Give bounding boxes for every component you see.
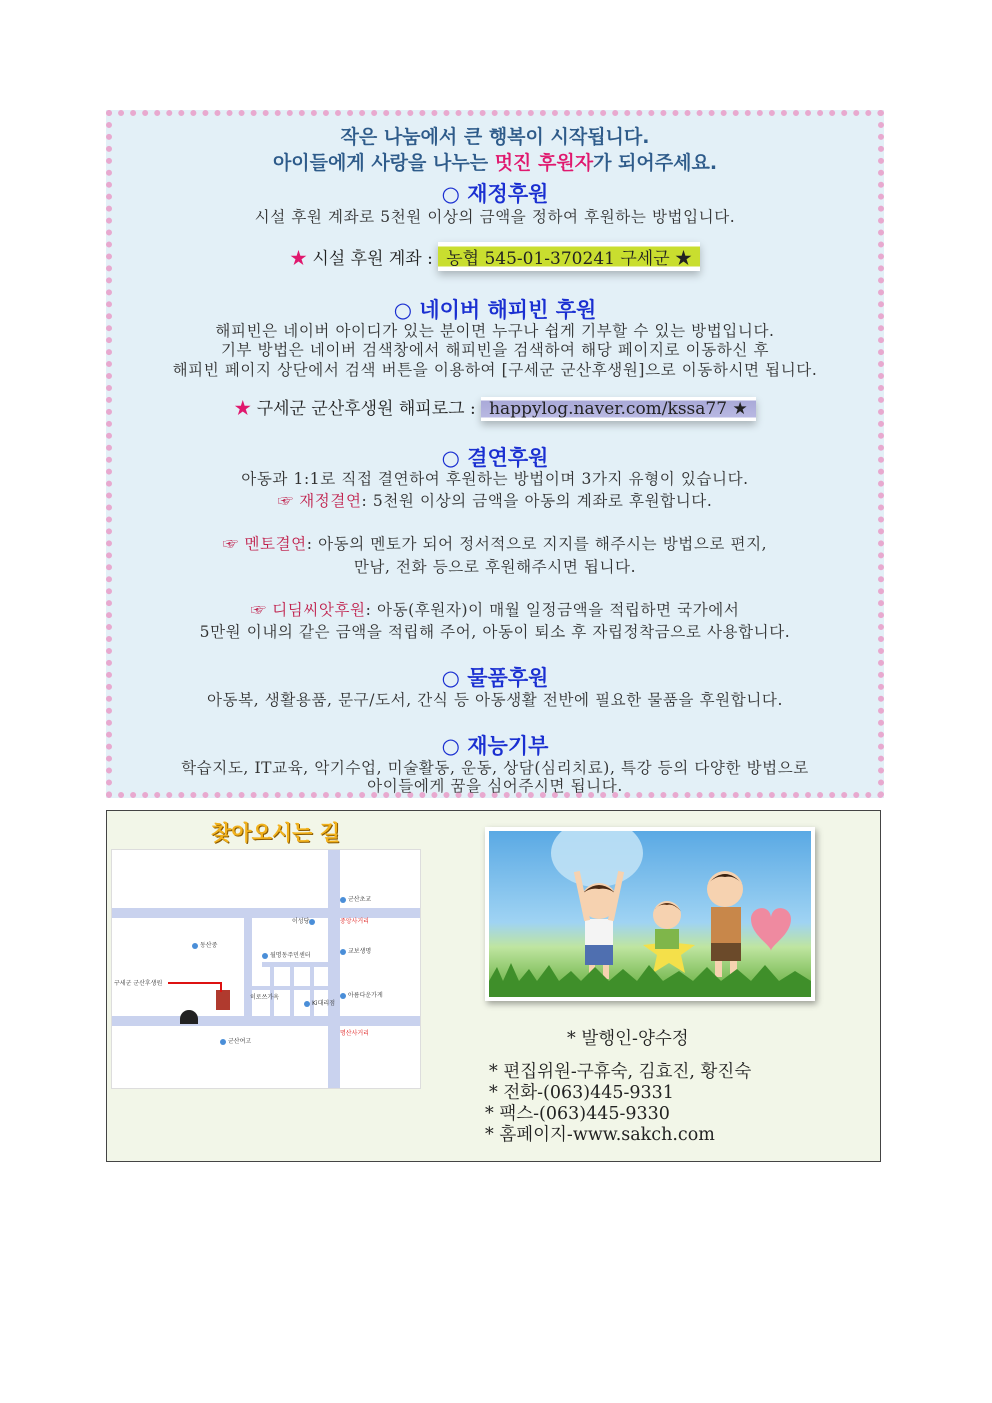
happylog-url[interactable]: [481, 397, 756, 421]
heading-happybean: ○ 네이버 해피빈 후원: [393, 298, 597, 322]
pointing-finger-icon: ☞: [250, 601, 267, 619]
happylog-label: 구세군 군산후생원 해피로그 :: [256, 399, 482, 419]
star-icon: ★: [234, 399, 252, 419]
type-2-name: 멘토결연: [244, 535, 307, 553]
heading-talent: ○ 재능기부: [441, 734, 549, 758]
sisterhood-type-2-cont: 만남, 전화 등으로 후원해주시면 됩니다.: [353, 558, 637, 576]
sisterhood-type-1: [112, 489, 878, 511]
star-icon: ★: [732, 399, 748, 419]
map-label: 동산중: [192, 940, 217, 949]
map-label: 교보생명: [340, 946, 371, 955]
map-label: 아름다운가게: [340, 990, 383, 999]
happylog-url-text[interactable]: happylog.naver.com/kssa77: [489, 399, 728, 419]
pointing-finger-icon: ☞: [222, 535, 239, 553]
sponsorship-panel: [106, 110, 884, 798]
map-label: 월명동주민센터: [262, 950, 311, 959]
credit-homepage[interactable]: * 홈페이지-www.sakch.com: [485, 1125, 715, 1145]
children-illustration: [489, 831, 811, 997]
map-label: 명산사거리: [340, 1030, 369, 1037]
heading-sisterhood: ○ 결연후원: [441, 446, 549, 470]
financial-desc: 시설 후원 계좌로 5천원 이상의 금액을 정하여 후원하는 방법입니다.: [254, 208, 736, 226]
star-icon: ★: [289, 249, 307, 269]
heading-financial: ○ 재정후원: [441, 182, 549, 206]
credit-phone: * 전화-(063)445-9331: [489, 1083, 674, 1103]
intro-line-2: [112, 148, 878, 175]
map-label: 중앙사거리: [340, 918, 369, 925]
map-label: Ki대리점: [304, 998, 335, 1007]
pointing-finger-icon: ☞: [277, 492, 294, 510]
happybean-desc-3: 해피빈 페이지 상단에서 검색 버튼을 이용하여 [구세군 군산후생원]으로 이동하시면 됩니다.: [172, 361, 818, 379]
map-label: 군산여고: [220, 1036, 251, 1045]
type-2-desc: : 아동의 멘토가 되어 정서적으로 지지를 해주시는 방법으로 편지,: [306, 535, 768, 553]
sisterhood-type-2: [112, 532, 878, 554]
map-label: 이성당: [292, 916, 317, 925]
type-3-name: 디딤씨앗후원: [272, 601, 366, 619]
star-icon: ★: [675, 249, 693, 269]
heading-goods: ○ 물품후원: [441, 666, 549, 690]
directions-map: [111, 849, 421, 1089]
happylog-row: [112, 394, 878, 421]
account-label: 시설 후원 계좌 :: [312, 249, 439, 269]
account-number-text: 농협 545-01-370241 구세군: [446, 249, 670, 269]
tunnel-icon: [180, 1010, 198, 1024]
children-photo: [485, 827, 815, 1001]
type-3-desc: : 아동(후원자)이 매월 일정금액을 적립하면 국가에서: [365, 601, 740, 619]
intro-highlight: 멋진 후원자: [494, 152, 594, 174]
credit-publisher: * 발행인-양수정: [567, 1029, 689, 1049]
financial-account-row: [112, 242, 878, 271]
type-1-desc: : 5천원 이상의 금액을 아동의 계좌로 후원합니다.: [361, 492, 713, 510]
talent-desc-1: 학습지도, IT교육, 악기수업, 미술활동, 운동, 상담(심리치료), 특강 등의 다양한 방법으로: [181, 759, 809, 777]
account-number: [438, 242, 700, 271]
directions-title: 찾아오시는 길: [211, 821, 341, 845]
sisterhood-type-3: [112, 598, 878, 620]
info-panel: [106, 810, 881, 1162]
sisterhood-desc: 아동과 1:1로 직접 결연하여 후원하는 방법이며 3가지 유형이 있습니다.: [241, 470, 749, 488]
intro-line-2-post: 가 되어주세요.: [593, 152, 718, 174]
arrow-icon: [168, 982, 222, 984]
type-1-name: 재정결연: [299, 492, 362, 510]
talent-desc-2: 아이들에게 꿈을 심어주시면 됩니다.: [367, 777, 623, 795]
credit-fax: * 팩스-(063)445-9330: [485, 1104, 670, 1124]
credit-editors: * 편집위원-구휴숙, 김효진, 황진숙: [489, 1062, 752, 1082]
building-icon: [216, 990, 230, 1010]
sisterhood-type-3-cont: 5만원 이내의 같은 금액을 적립해 주어, 아동이 퇴소 후 자립정착금으로 사용합니다.: [199, 623, 791, 641]
intro-line-2-pre: 아이들에게 사랑을 나누는: [272, 152, 495, 174]
intro-line-1: 작은 나눔에서 큰 행복이 시작됩니다.: [340, 126, 650, 148]
map-label: 히로쓰가옥: [250, 994, 279, 1001]
happybean-desc-1: 해피빈은 네이버 아이디가 있는 분이면 누구나 쉽게 기부할 수 있는 방법입니다.: [215, 322, 775, 340]
map-label: 구세군 군산후생원: [114, 980, 163, 987]
map-label: 군산초교: [340, 894, 371, 903]
goods-desc: 아동복, 생활용품, 문구/도서, 간식 등 아동생활 전반에 필요한 물품을 후원합니다.: [206, 691, 783, 709]
happybean-desc-2: 기부 방법은 네이버 검색창에서 해피빈을 검색하여 해당 페이지로 이동하신 후: [220, 341, 770, 359]
